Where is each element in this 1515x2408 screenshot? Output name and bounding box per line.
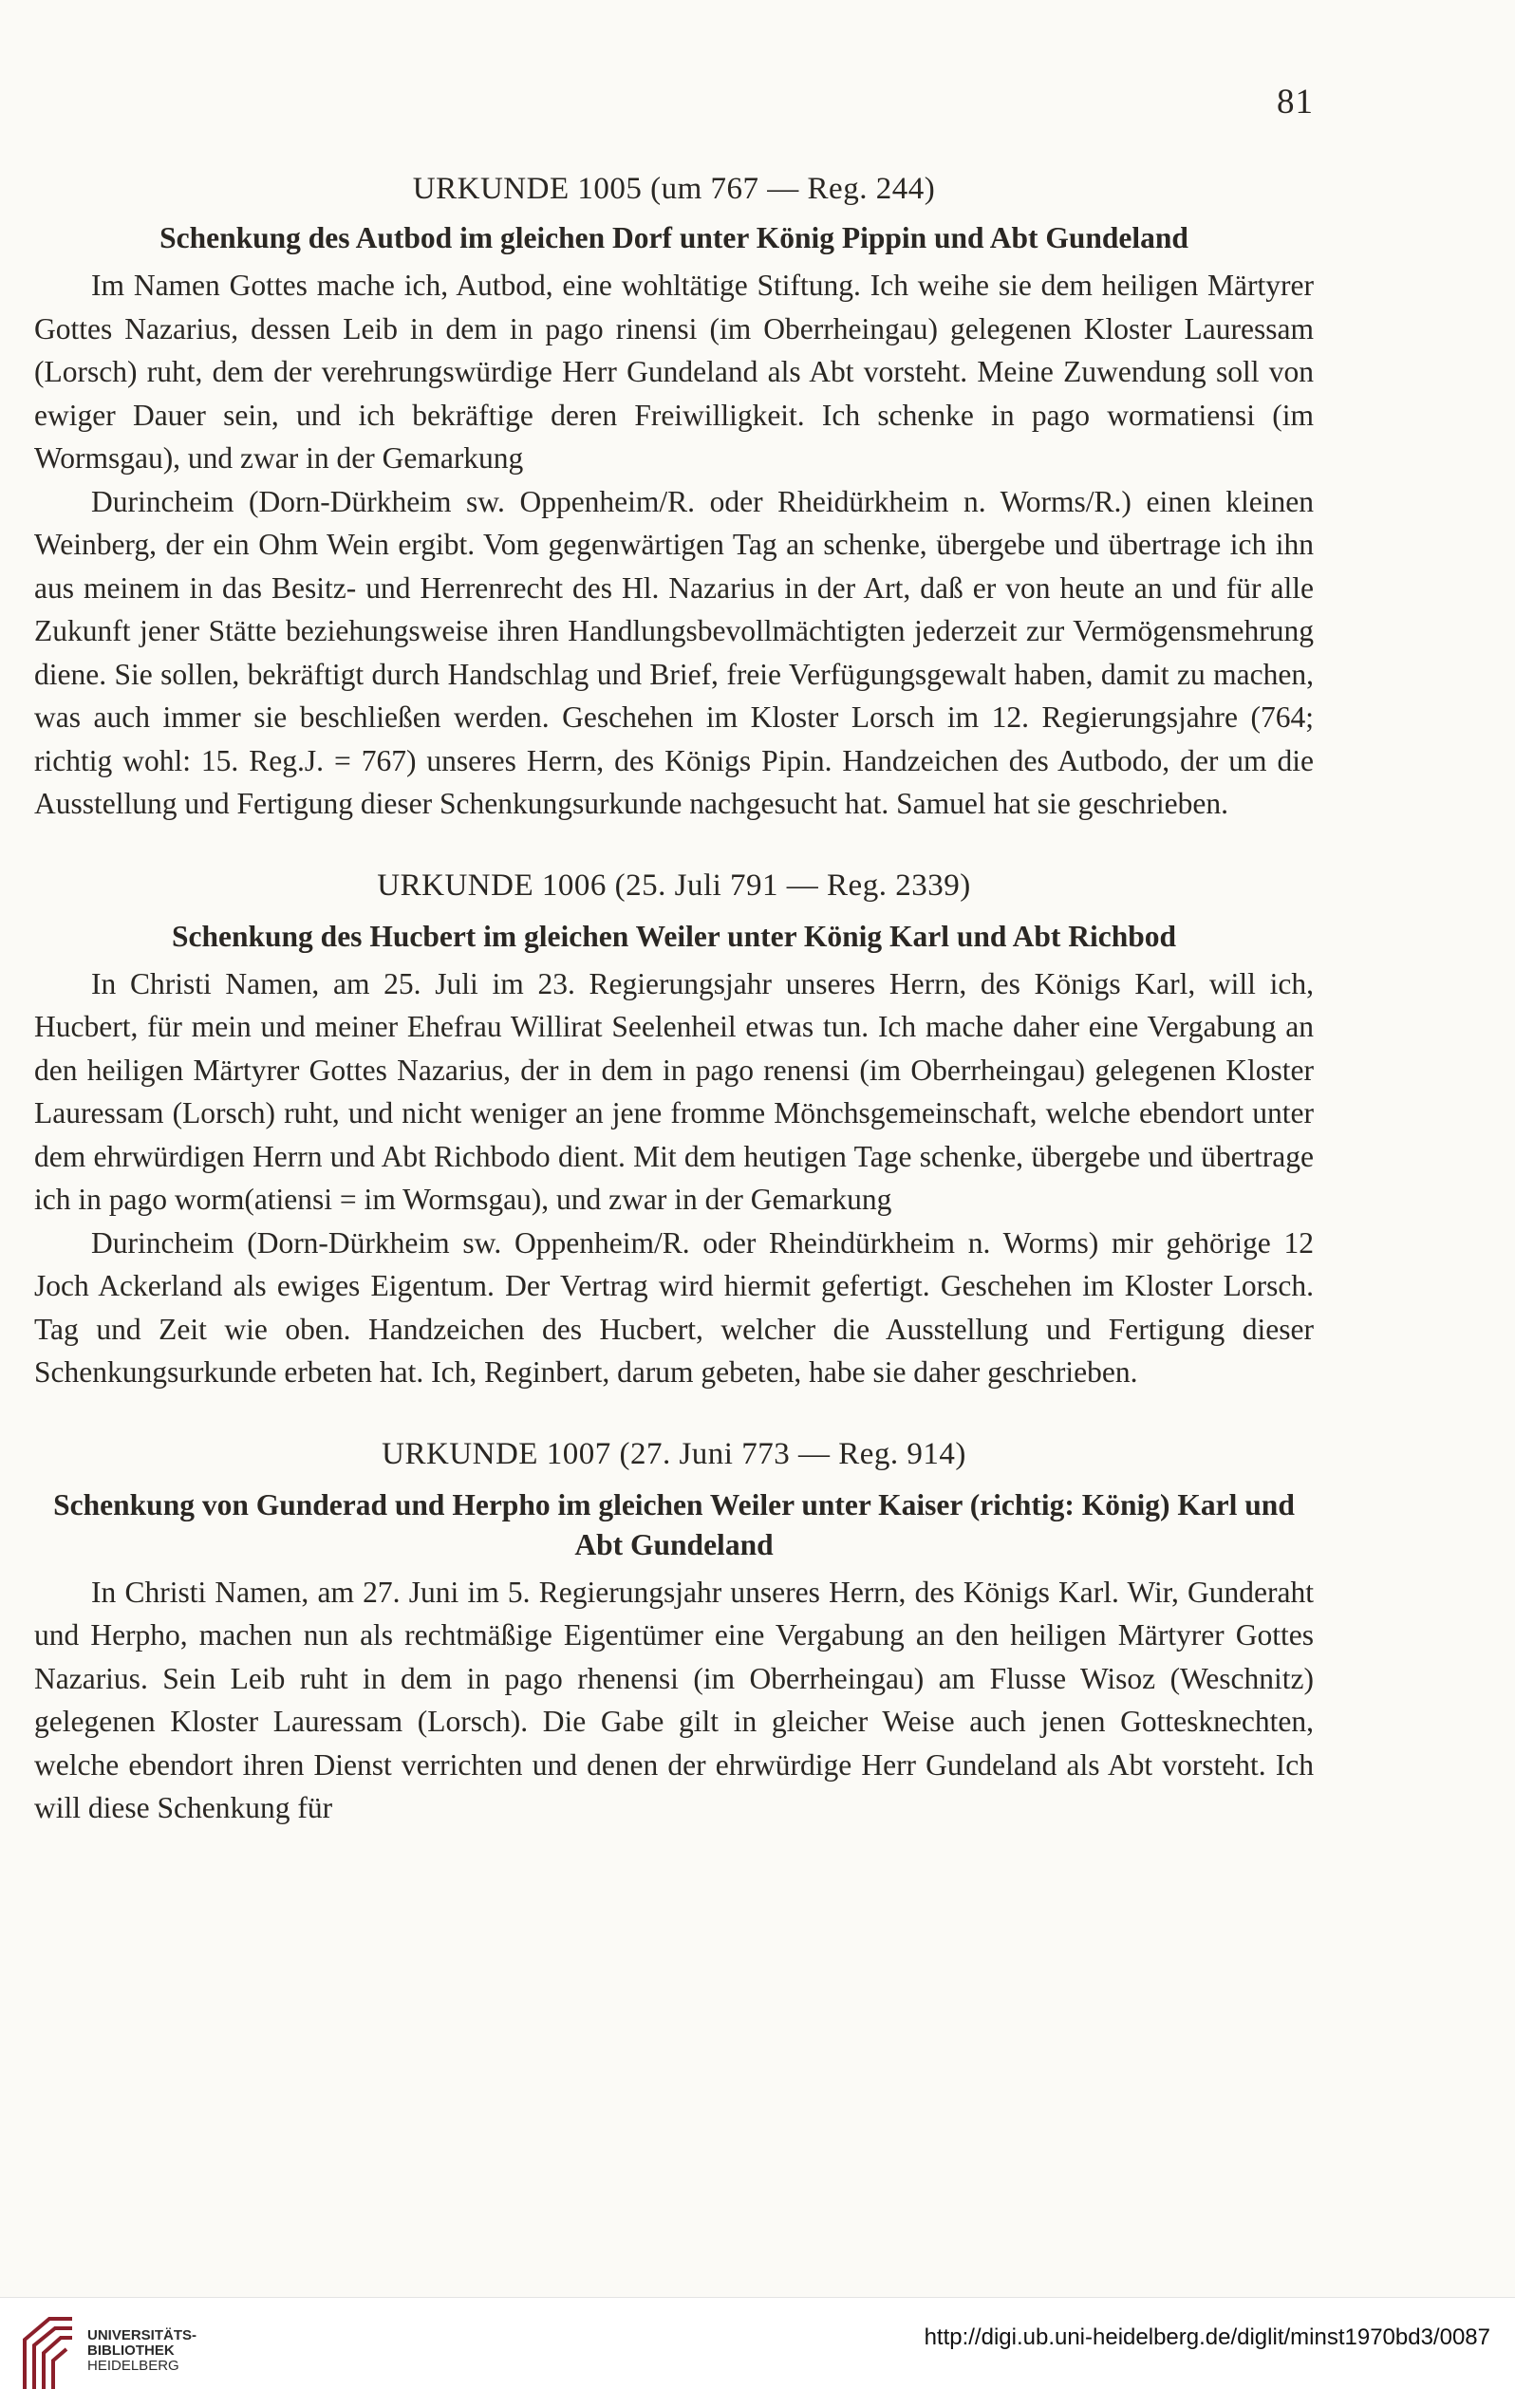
document-paragraph: Durincheim (Dorn-Dürkheim sw. Oppenheim/R. oder Rheidürkheim n. Worms/R.) einen kleinen Weinberg, der ein Ohm Wein ergibt. Vom gegenwärtigen Tag an schenke, übergebe und übertrage ich ihn aus meinem in das Besitz- und Herrenrecht des Hl. Nazarius in der Art, daß er von heute an und für alle Zukunft jener Stätte beziehungsweise ihren Handlungsbevollmächtigten jederzeit zur Vermögensmehrung diene. Sie sollen, bekräftigt durch Handschlag und Brief, freie Verfügungsgewalt haben, damit zu machen, was auch immer sie beschließen werden. Geschehen im Kloster Lorsch im 12. Regierungsjahre (764; richtig wohl: 15. Reg.J. = 767) unseres Herrn, des Königs Pipin. Handzeichen des Autbodo, der um die Ausstellung und Fertigung dieser Schenkungsurkunde nachgesucht hat. Samuel hat sie geschrieben. — [34, 484, 1314, 820]
document-title: Schenkung des Hucbert im gleichen Weiler unter König Karl und Abt Richbod — [171, 919, 1177, 953]
document-1005 — [34, 169, 1314, 826]
document-paragraph: In Christi Namen, am 27. Juni im 5. Regierungsjahr unseres Herrn, des Königs Karl. Wir, Gunderaht und Herpho, machen nun als rechtmäßige Eigentümer eine Vergabung an den heiligen Märtyrer Gottes Nazarius. Sein Leib ruht in dem in pago rhenensi (im Oberrheingau) am Flusse Wisoz (Weschnitz) gelegenen Kloster Lauressam (Lorsch). Die Gabe gilt in gleicher Weise auch jenen Gottesknechten, welche ebendort ihren Dienst verrichten und denen der ehrwürdige Herr Gundeland als Abt vorsteht. Ich will diese Schenkung für — [34, 1575, 1314, 1824]
library-name-line: HEIDELBERG — [87, 2358, 179, 2374]
document-1007 — [34, 1434, 1314, 1830]
viewer-footer — [0, 2297, 1515, 2408]
library-name-line: UNIVERSITÄTS- — [87, 2327, 197, 2343]
document-paragraph: In Christi Namen, am 25. Juli im 23. Regierungsjahr unseres Herrn, des Königs Karl, will ich, Hucbert, für mein und meiner Ehefrau Willirat Seelenheil etwas tun. Ich mache daher eine Vergabung an den heiligen Märtyrer Gottes Nazarius, der in dem in pago renensi (im Oberrheingau) gelegenen Kloster Lauressam (Lorsch) ruht, und nicht weniger an jene fromme Mönchsgemeinschaft, welche ebendort unter dem ehrwürdigen Herrn und Abt Richbodo dient. Mit dem heutigen Tage schenke, übergebe und übertrage ich in pago worm(atiensi = im Wormsgau), und zwar in der Gemarkung — [34, 966, 1314, 1216]
document-title: Schenkung von Gunderad und Herpho im gleichen Weiler unter Kaiser (richtig: König) Karl und Abt Gundeland — [53, 1487, 1295, 1561]
document-paragraph: Im Namen Gottes mache ich, Autbod, eine wohltätige Stiftung. Ich weihe sie dem heiligen Märtyrer Gottes Nazarius, dessen Leib in dem in pago rinensi (im Oberrheingau) gelegenen Kloster Lauressam (Lorsch) ruht, dem der verehrungswürdige Herr Gundeland als Abt vorsteht. Meine Zuwendung soll von ewiger Dauer sein, und ich bekräftige deren Freiwilligkeit. Ich schenke in pago wormatiensi (im Wormsgau), und zwar in der Gemarkung — [34, 269, 1314, 475]
source-url-link[interactable]: http://digi.ub.uni-heidelberg.de/diglit/minst1970bd3/0087 — [924, 2324, 1490, 2350]
document-title: Schenkung des Autbod im gleichen Dorf unter König Pippin und Abt Gundeland — [159, 221, 1188, 254]
library-name — [87, 2328, 196, 2374]
document-heading: URKUNDE 1006 (25. Juli 791 — Reg. 2339) — [377, 868, 971, 903]
page-content — [34, 169, 1314, 1870]
library-name-line: BIBLIOTHEK — [87, 2343, 175, 2359]
page-number: 81 — [1277, 83, 1314, 121]
library-logo-icon — [17, 2311, 80, 2393]
document-paragraph: Durincheim (Dorn-Dürkheim sw. Oppenheim/R. oder Rheindürkheim n. Worms) mir gehörige 12 Joch Ackerland als ewiges Eigentum. Der Vertrag wird hiermit gefertigt. Geschehen im Kloster Lorsch. Tag und Zeit wie oben. Handzeichen des Hucbert, welcher die Ausstellung und Fertigung dieser Schenkungsurkunde erbeten hat. Ich, Reginbert, darum gebeten, habe sie daher geschrieben. — [34, 1225, 1314, 1389]
document-1006 — [34, 866, 1314, 1394]
document-heading: URKUNDE 1005 (um 767 — Reg. 244) — [412, 172, 936, 206]
document-heading: URKUNDE 1007 (27. Juni 773 — Reg. 914) — [382, 1436, 966, 1471]
